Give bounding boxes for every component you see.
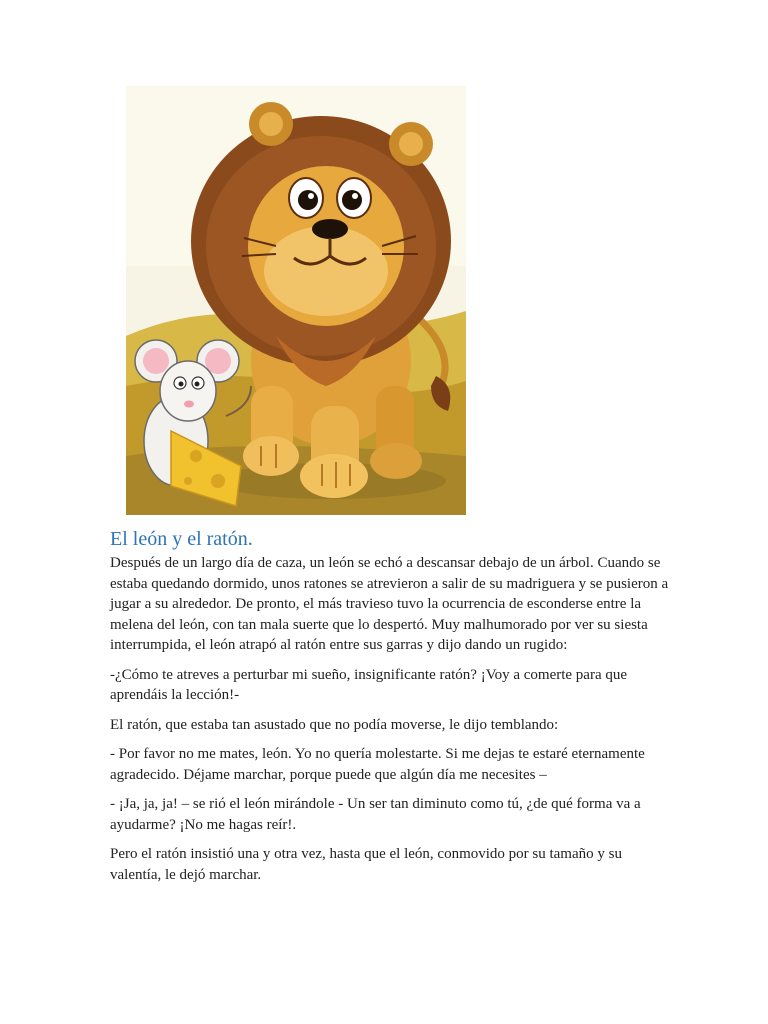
paragraph: - ¡Ja, ja, ja! – se rió el león mirándole - Un ser tan diminuto como tú, ¿de qué forma va a ayudarme? ¡No me hagas reír!. <box>110 796 641 833</box>
paragraph: Pero el ratón insistió una y otra vez, hasta que el león, conmovido por su tamaño y su valentía, le dejó marchar. <box>110 846 622 883</box>
paragraph: Después de un largo día de caza, un león se echó a descansar debajo de un árbol. Cuando se estaba quedando dormido, unos ratones se atrevieron a salir de su madriguera y se pusieron a jugar a su alrededor. De pronto, el más travieso tuvo la ocurrencia de esconderse entre la melena del león, con tan mala suerte que lo despertó. Muy malhumorado por ver su siesta interrumpida, el león atrapó al ratón entre sus garras y dijo dando un rugido: <box>110 555 669 653</box>
paragraph: El ratón, que estaba tan asustado que no podía moverse, le dijo temblando: <box>110 716 559 733</box>
paragraph: -¿Cómo te atreves a perturbar mi sueño, insignificante ratón? ¡Voy a comerte para que aprendáis la lección!- <box>110 666 628 703</box>
paragraph: - Por favor no me mates, león. Yo no quería molestarte. Si me dejas te estaré eternamente agradecido. Déjame marchar, porque puede que algún día me necesites – <box>110 746 645 783</box>
story-title: El león y el ratón. <box>110 528 253 550</box>
story-body <box>110 553 670 894</box>
lion-and-mouse-illustration <box>126 86 466 515</box>
